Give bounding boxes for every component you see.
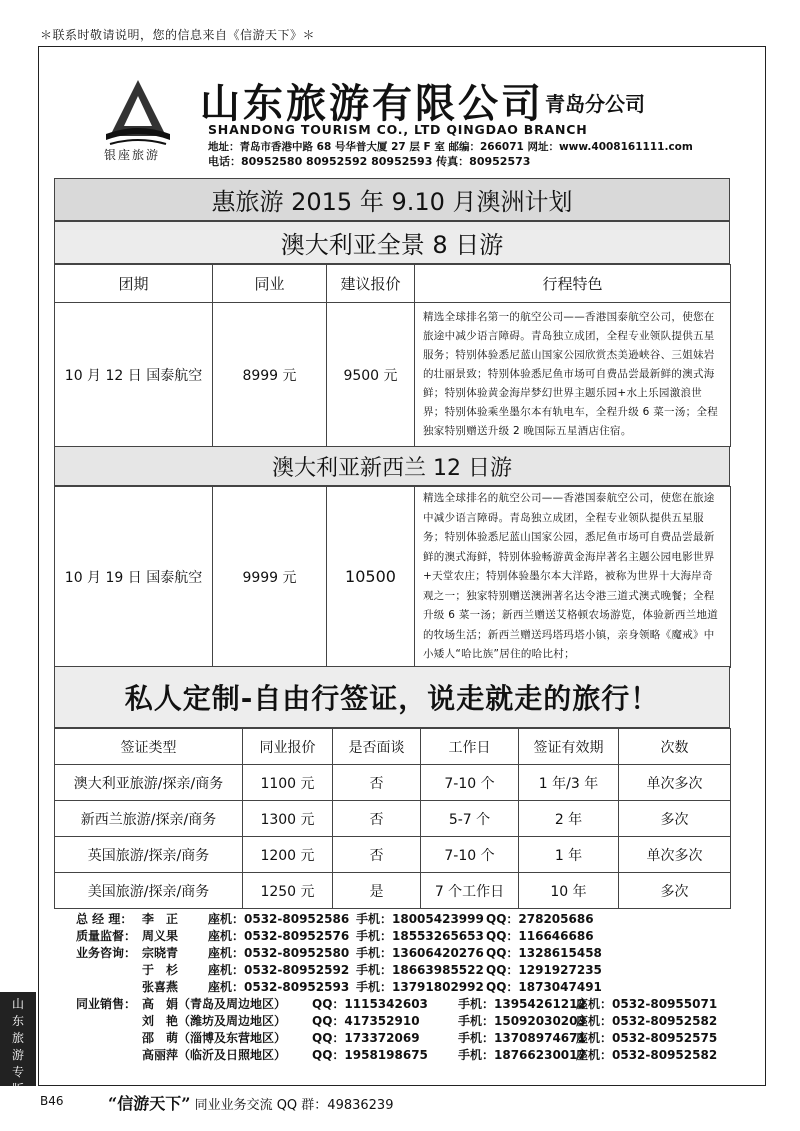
side-tab-char: 游 <box>11 1048 24 1062</box>
contact-landline: 座机：0532-80952580 <box>208 946 350 960</box>
contact-name: 宗晓青 <box>142 946 179 960</box>
contact-name: 于 杉 <box>142 963 179 977</box>
contact-role: 质量监督： <box>76 929 137 943</box>
visa-row <box>55 801 731 837</box>
sales-landline: 座机：0532-80952582 <box>576 1048 718 1062</box>
visa-cell: 1100 元 <box>243 765 333 801</box>
contact-qq: QQ：116646686 <box>486 929 594 943</box>
visa-cell: 单次多次 <box>619 837 731 873</box>
visa-cell: 否 <box>333 765 421 801</box>
tour2-features: 精选全球排名的航空公司——香港国泰航空公司，使您在旅途中减少语言障碍。青岛独立成团，全程专业领队提供五星服务；特别体验悉尼蓝山国家公园，悉尼鱼市场可自费品尝最新鲜的澳式海鲜，特别体验畅游黄金海岸著名主题公园电影世界+天堂农庄；特别体验墨尔本大洋路，被称为世界十大海岸奇观之一；独家特别赠送澳洲著名达令港三道式澳式晚餐；全程升级 6 菜一汤；新西兰赠送艾格顿农场游览，体验新西兰地道的牧场生活；新西兰赠送玛塔玛塔小镇，亲身领略《魔戒》中小矮人“哈比族”居住的哈比村； <box>415 487 731 668</box>
sales-mobile: 手机：15092030203 <box>458 1014 586 1028</box>
header <box>40 48 764 176</box>
visa-cell: 是 <box>333 873 421 909</box>
visa-cell: 单次多次 <box>619 765 731 801</box>
contact-mobile: 手机：18553265653 <box>356 929 484 943</box>
visa-header-price: 同业报价 <box>243 729 333 765</box>
contact-qq: QQ：278205686 <box>486 912 594 926</box>
contact-landline: 座机：0532-80952593 <box>208 980 350 994</box>
contact-name: 张喜燕 <box>142 980 179 994</box>
plan-title: 惠旅游 2015 年 9.10 月澳洲计划 <box>54 178 730 221</box>
sales-qq: QQ：173372069 <box>312 1031 420 1045</box>
sales-landline: 座机：0532-80955071 <box>576 997 718 1011</box>
sales-qq: QQ：1115342603 <box>312 997 428 1011</box>
visa-cell: 美国旅游/探亲/商务 <box>55 873 243 909</box>
tour2-title: 澳大利亚新西兰 12 日游 <box>54 446 730 486</box>
footer-text <box>108 1091 393 1114</box>
side-tab-char: 东 <box>11 1014 24 1028</box>
visa-cell: 2 年 <box>519 801 619 837</box>
visa-cell: 英国旅游/探亲/商务 <box>55 837 243 873</box>
company-logo-icon <box>104 78 172 148</box>
visa-row <box>55 765 731 801</box>
side-tab <box>0 992 36 1096</box>
top-note: ＊联系时敬请说明，您的信息来自《信游天下》＊ <box>40 28 316 42</box>
visa-cell: 1200 元 <box>243 837 333 873</box>
tour1-peer-price: 8999 元 <box>213 303 327 447</box>
visa-header-workdays: 工作日 <box>421 729 519 765</box>
contact-landline: 座机：0532-80952576 <box>208 929 350 943</box>
tour1-table <box>54 264 731 447</box>
contact-qq: QQ：1291927235 <box>486 963 602 977</box>
contact-mobile: 手机：13791802992 <box>356 980 484 994</box>
contact-mobile: 手机：18663985522 <box>356 963 484 977</box>
tour1-features: 精选全球排名第一的航空公司——香港国泰航空公司，使您在旅途中减少语言障碍。青岛独立成团，全程专业领队提供五星服务；特别体验悉尼蓝山国家公园欣赏杰美逊峡谷、三姐妹岩的壮丽景致；特别体验悉尼鱼市场可自费品尝最新鲜的澳式海鲜；特别体验黄金海岸梦幻世界主题乐园+水上乐园激浪世界；特别体验乘坐墨尔本有轨电车，全程升级 6 菜一汤；全程独家特别赠送升级 2 晚国际五星酒店住宿。 <box>415 303 731 447</box>
tour1-date: 10 月 12 日 国泰航空 <box>55 303 213 447</box>
sales-mobile: 手机：18766230017 <box>458 1048 586 1062</box>
sales-mobile: 手机：13954261212 <box>458 997 586 1011</box>
side-tab-char: 专 <box>11 1065 24 1079</box>
contact-role: 总 经 理： <box>76 912 133 926</box>
sales-name: 邵 萌（淄博及东营地区） <box>142 1031 287 1045</box>
visa-cell: 7-10 个 <box>421 837 519 873</box>
header-suggested: 建议报价 <box>327 265 415 303</box>
tour1-title: 澳大利亚全景 8 日游 <box>54 221 730 264</box>
contact-qq: QQ：1328615458 <box>486 946 602 960</box>
visa-cell: 否 <box>333 801 421 837</box>
visa-cell: 1 年/3 年 <box>519 765 619 801</box>
sales-qq: QQ：417352910 <box>312 1014 420 1028</box>
page-number: B46 <box>40 1094 64 1108</box>
sales-mobile: 手机：13708974671 <box>458 1031 586 1045</box>
tour2-peer-price: 9999 元 <box>213 487 327 668</box>
sales-name: 刘 艳（潍坊及周边地区） <box>142 1014 287 1028</box>
phone-line: 电话：80952580 80952592 80952593 传真：80952573 <box>208 155 531 168</box>
address-line: 地址：青岛市香港中路 68 号华普大厦 27 层 F 室 邮编：266071 网址：www.4008161111.com <box>208 141 693 153</box>
tour2-date: 10 月 19 日 国泰航空 <box>55 487 213 668</box>
contact-landline: 座机：0532-80952586 <box>208 912 350 926</box>
contact-qq: QQ：1873047491 <box>486 980 602 994</box>
visa-header-interview: 是否面谈 <box>333 729 421 765</box>
contact-name: 周义果 <box>142 929 179 943</box>
company-name: 山东旅游有限公司 <box>200 80 544 127</box>
footer-qq-group: 同业业务交流 QQ 群：49836239 <box>194 1098 394 1113</box>
visa-cell: 1250 元 <box>243 873 333 909</box>
visa-title: 私人定制-自由行签证，说走就走的旅行！ <box>54 666 730 728</box>
contact-landline: 座机：0532-80952592 <box>208 963 350 977</box>
side-tab-char: 山 <box>11 997 24 1011</box>
contact-mobile: 手机：18005423999 <box>356 912 484 926</box>
footer-brand: “信游天下” <box>108 1094 191 1113</box>
side-tab-char: 旅 <box>11 1031 24 1045</box>
visa-cell: 多次 <box>619 801 731 837</box>
contact-mobile: 手机：13606420276 <box>356 946 484 960</box>
sales-role: 同业销售： <box>76 997 137 1011</box>
visa-cell: 否 <box>333 837 421 873</box>
visa-cell: 1 年 <box>519 837 619 873</box>
visa-cell: 7 个工作日 <box>421 873 519 909</box>
sales-qq: QQ：1958198675 <box>312 1048 428 1062</box>
side-tab-char: 版 <box>11 1082 24 1096</box>
tour2-table <box>54 486 731 668</box>
tour1-suggested-price: 9500 元 <box>327 303 415 447</box>
visa-cell: 5-7 个 <box>421 801 519 837</box>
visa-cell: 澳大利亚旅游/探亲/商务 <box>55 765 243 801</box>
header-features: 行程特色 <box>415 265 731 303</box>
tour2-suggested-price: 10500 <box>327 487 415 668</box>
visa-cell: 新西兰旅游/探亲/商务 <box>55 801 243 837</box>
company-name-en: SHANDONG TOURISM CO., LTD QINGDAO BRANCH <box>208 122 588 137</box>
visa-cell: 7-10 个 <box>421 765 519 801</box>
visa-table <box>54 728 731 909</box>
header-peer: 同业 <box>213 265 327 303</box>
visa-header-type: 签证类型 <box>55 729 243 765</box>
sales-landline: 座机：0532-80952575 <box>576 1031 718 1045</box>
sales-landline: 座机：0532-80952582 <box>576 1014 718 1028</box>
contact-name: 李 正 <box>142 912 179 926</box>
visa-row <box>55 837 731 873</box>
visa-cell: 多次 <box>619 873 731 909</box>
visa-cell: 10 年 <box>519 873 619 909</box>
visa-cell: 1300 元 <box>243 801 333 837</box>
visa-row <box>55 873 731 909</box>
header-date: 团期 <box>55 265 213 303</box>
branch-name: 青岛分公司 <box>545 92 645 116</box>
contact-role: 业务咨询： <box>76 946 137 960</box>
sales-name: 高 娟（青岛及周边地区） <box>142 997 287 1011</box>
sales-name: 高丽萍（临沂及日照地区） <box>142 1048 287 1062</box>
logo-text: 银座旅游 <box>104 148 161 162</box>
visa-header-validity: 签证有效期 <box>519 729 619 765</box>
visa-header-entries: 次数 <box>619 729 731 765</box>
